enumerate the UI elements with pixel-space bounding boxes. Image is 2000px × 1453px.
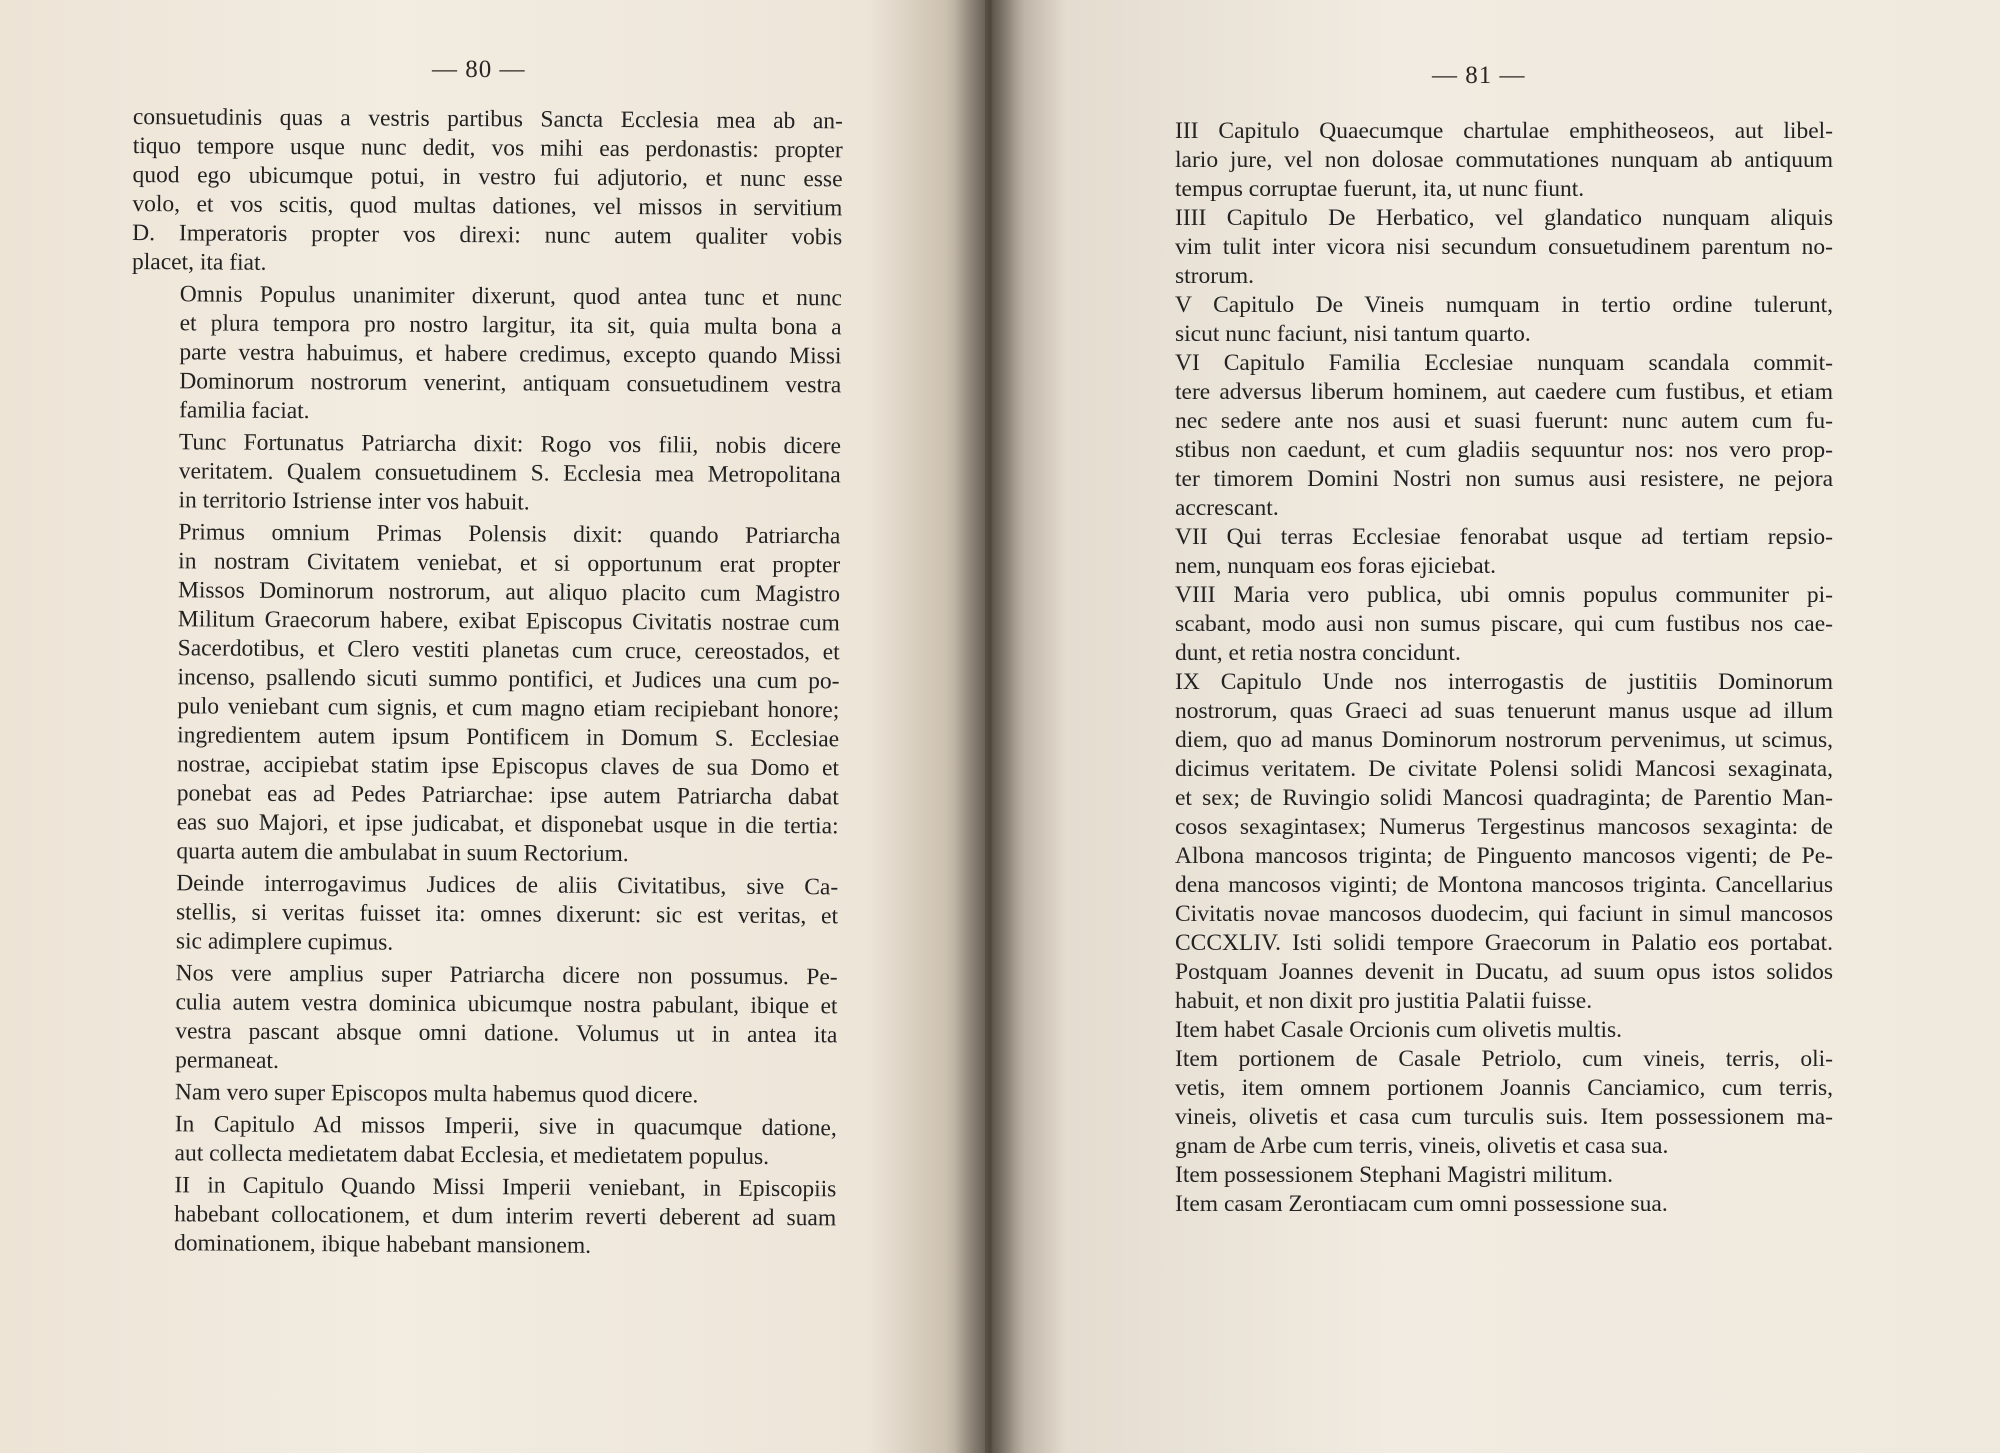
text-line: V Capitulo De Vineis numquam in tertio ordine tulerunt, bbox=[1175, 292, 1833, 318]
text-line: Item casam Zerontiacam cum omni possessione sua. bbox=[1175, 1191, 1668, 1217]
paragraph bbox=[1127, 291, 1833, 349]
text-line: Nos vere amplius super Patriarcha dicere non possumus. Pe- bbox=[175, 960, 838, 991]
text-line: ingredientem autem ipsum Pontificem in Domum S. Ecclesiae bbox=[177, 722, 840, 753]
text-line: nem, nunquam eos foras ejiciebat. bbox=[1175, 553, 1497, 579]
text-line: in nostram Civitatem veniebat, et si opportunum erat propter bbox=[178, 548, 841, 579]
text-line: vetis, item omnem portionem Joannis Canciamico, cum terris, bbox=[1175, 1075, 1833, 1101]
right-page-text bbox=[1127, 117, 1833, 1219]
left-page-text bbox=[126, 103, 843, 1265]
left-page bbox=[0, 0, 985, 1453]
right-page bbox=[985, 0, 2000, 1453]
right-page-number: — 81 — bbox=[1432, 62, 1526, 89]
text-line: stellis, si veritas fuisset ita: omnes dixerunt: sic est veritas, et bbox=[175, 899, 839, 930]
text-line: quarta autem die ambulabat in suum Rectorium. bbox=[176, 838, 629, 868]
text-line: Sacerdotibus, et Clero vestiti planetas cum cruce, cereostados, et bbox=[177, 635, 840, 666]
text-line: Nam vero super Episcopos multa habemus quod dicere. bbox=[174, 1079, 699, 1109]
text-line: sic adimplere cupimus. bbox=[175, 928, 394, 956]
text-line: dena mancosos viginti; de Montona mancosos triginta. Cancellarius bbox=[1175, 872, 1833, 898]
text-line: IIII Capitulo De Herbatico, vel glandatico nunquam aliquis bbox=[1175, 205, 1833, 231]
text-line: pulo veniebant cum signis, et cum magno etiam recipiebant honore; bbox=[177, 693, 840, 724]
text-line: Missos Dominorum nostrorum, aut aliquo placito cum Magistro bbox=[177, 577, 841, 608]
paragraph bbox=[126, 1110, 836, 1172]
text-line: nostrae, accipiebat statim ipse Episcopus claves de sua Domo et bbox=[176, 751, 840, 782]
text-line: Item portionem de Casale Petriolo, cum vineis, terris, oli- bbox=[1175, 1046, 1833, 1072]
text-line: Primus omnium Primas Polensis dixit: quando Patriarcha bbox=[178, 519, 841, 550]
text-line: eas suo Majori, et ipse judicabat, et disponebat usque in die tertia: bbox=[176, 809, 839, 840]
text-line: Deinde interrogavimus Judices de aliis Civitatibus, sive Ca- bbox=[176, 870, 839, 901]
text-line: CCCXLIV. Isti solidi tempore Graecorum in Palatio eos portabat. bbox=[1175, 930, 1833, 956]
text-line: et sex; de Ruvingio solidi Mancosi quadraginta; de Parentio Man- bbox=[1175, 785, 1833, 811]
text-line: familia faciat. bbox=[179, 397, 310, 425]
paragraph bbox=[127, 1078, 837, 1111]
paragraph bbox=[1127, 204, 1833, 291]
text-line: Albona mancosos triginta; de Pinguento mancosos vigenti; de Pe- bbox=[1175, 843, 1833, 869]
text-line: et plura tempora pro nostro largitur, ita sit, quia multa bona a bbox=[179, 310, 842, 341]
text-line: dicimus veritatem. De civitate Polensi solidi Mancosi sexaginata, bbox=[1175, 756, 1833, 782]
text-line: quod ego ubicumque potui, in vestro fui adjutorio, et nunc esse bbox=[132, 161, 843, 193]
paragraph bbox=[1127, 1016, 1833, 1045]
paragraph bbox=[1127, 1045, 1833, 1161]
text-line: consuetudinis quas a vestris partibus Sancta Ecclesia mea ab an- bbox=[132, 103, 843, 135]
text-line: volo, et vos scitis, quod multas dationes, vel missos in servitium bbox=[132, 190, 843, 222]
text-line: accrescant. bbox=[1175, 495, 1279, 521]
paragraph bbox=[1127, 668, 1833, 1016]
text-line: tempus corruptae fuerunt, ita, ut nunc fiunt. bbox=[1175, 176, 1585, 202]
paragraph bbox=[132, 103, 843, 281]
text-line: veritatem. Qualem consuetudinem S. Ecclesia mea Metropolitana bbox=[178, 458, 841, 489]
paragraph bbox=[1127, 581, 1833, 668]
text-line: stibus non caedunt, et cum gladiis sequuntur nos: nos vero prop- bbox=[1175, 437, 1833, 463]
text-line: Item possessionem Stephani Magistri militum. bbox=[1175, 1162, 1613, 1188]
text-line: dunt, et retia nostra concidunt. bbox=[1175, 640, 1461, 666]
text-line: ter timorem Domini Nostri non sumus ausi resistere, ne pejora bbox=[1175, 466, 1833, 492]
paragraph bbox=[1127, 1161, 1833, 1190]
text-line: Militum Graecorum habere, exibat Episcopus Civitatis nostrae cum bbox=[177, 606, 840, 637]
text-line: scabant, modo ausi non sumus piscare, qui cum fustibus nos cae- bbox=[1175, 611, 1833, 637]
paragraph bbox=[128, 518, 840, 870]
text-line: in territorio Istriense inter vos habuit. bbox=[178, 487, 530, 516]
text-line: In Capitulo Ad missos Imperii, sive in quacumque datione, bbox=[174, 1111, 837, 1142]
text-line: nostrorum, quas Graeci ad suas tenuerunt manus usque ad illum bbox=[1175, 698, 1833, 724]
text-line: habuit, et non dixit pro justitia Palatii fuisse. bbox=[1175, 988, 1593, 1014]
paragraph bbox=[126, 1171, 837, 1262]
left-page-number: — 80 — bbox=[432, 56, 526, 83]
text-line: aut collecta medietatem dabat Ecclesia, et medietatem populus. bbox=[174, 1140, 770, 1170]
text-line: Omnis Populus unanimiter dixerunt, quod antea tunc et nunc bbox=[179, 281, 842, 312]
text-line: tere adversus liberum hominem, aut caedere cum fustibus, et etiam bbox=[1175, 379, 1833, 405]
text-line: strorum. bbox=[1175, 263, 1254, 289]
text-line: D. Imperatoris propter vos direxi: nunc autem qualiter vobis bbox=[132, 219, 843, 251]
text-line: Item habet Casale Orcionis cum olivetis multis. bbox=[1175, 1017, 1623, 1043]
text-line: vestra pascant absque omni datione. Volumus ut in antea ita bbox=[175, 1018, 838, 1049]
text-line: nec sedere ante nos ausi et suasi fuerunt: nunc autem cum fu- bbox=[1175, 408, 1833, 434]
text-line: VIII Maria vero publica, ubi omnis populus communiter pi- bbox=[1175, 582, 1833, 608]
text-line: vineis, olivetis et casa cum turculis suis. Item possessionem ma- bbox=[1175, 1104, 1833, 1130]
text-line: ponebat eas ad Pedes Patriarchae: ipse autem Patriarcha dabat bbox=[176, 780, 839, 811]
paragraph bbox=[1127, 349, 1833, 523]
text-line: II in Capitulo Quando Missi Imperii veniebant, in Episcopiis bbox=[174, 1172, 837, 1203]
text-line: VII Qui terras Ecclesiae fenorabat usque ad tertiam repsio- bbox=[1175, 524, 1833, 550]
text-line: Dominorum nostrorum venerint, antiquam consuetudinem vestra bbox=[179, 368, 842, 399]
paragraph bbox=[127, 959, 838, 1079]
text-line: dominationem, ibique habebant mansionem. bbox=[173, 1230, 592, 1259]
paragraph bbox=[130, 428, 841, 519]
paragraph bbox=[1127, 117, 1833, 204]
text-line: cosos sexagintasex; Numerus Tergestinus mancosos sexaginta: de bbox=[1175, 814, 1833, 840]
text-line: gnam de Arbe cum terris, vineis, olivetis et casa sua. bbox=[1175, 1133, 1669, 1159]
text-line: lario jure, vel non dolosae commutationes nunquam ab antiquum bbox=[1175, 147, 1833, 173]
text-line: placet, ita fiat. bbox=[131, 248, 267, 276]
text-line: permaneat. bbox=[175, 1047, 279, 1074]
text-line: sicut nunc faciunt, nisi tantum quarto. bbox=[1175, 321, 1531, 347]
text-line: incenso, psallendo sicuti summo pontifici, et Judices una cum po- bbox=[177, 664, 840, 695]
paragraph bbox=[1127, 1190, 1833, 1219]
text-line: vim tulit inter vicora nisi secundum consuetudinem parentum no- bbox=[1175, 234, 1833, 260]
text-line: tiquo tempore usque nunc dedit, vos mihi eas perdonastis: propter bbox=[132, 132, 843, 164]
text-line: III Capitulo Quaecumque chartulae emphitheoseos, aut libel- bbox=[1175, 118, 1833, 144]
paragraph bbox=[131, 280, 842, 429]
text-line: VI Capitulo Familia Ecclesiae nunquam scandala commit- bbox=[1175, 350, 1833, 376]
text-line: diem, quo ad manus Dominorum nostrorum pervenimus, ut scimus, bbox=[1175, 727, 1833, 753]
text-line: Postquam Joannes devenit in Ducatu, ad suum opus istos solidos bbox=[1175, 959, 1833, 985]
text-line: culia autem vestra dominica ubicumque nostra pabulant, ibique et bbox=[175, 989, 838, 1020]
text-line: IX Capitulo Unde nos interrogastis de justitiis Dominorum bbox=[1175, 669, 1833, 695]
text-line: Civitatis novae mancosos duodecim, qui faciunt in simul mancosos bbox=[1175, 901, 1833, 927]
text-line: Tunc Fortunatus Patriarcha dixit: Rogo vos filii, nobis dicere bbox=[178, 429, 841, 460]
paragraph bbox=[1127, 523, 1833, 581]
text-line: parte vestra habuimus, et habere credimus, excepto quando Missi bbox=[179, 339, 842, 370]
paragraph bbox=[128, 869, 839, 960]
text-line: habebant collocationem, et dum interim reverti deberent ad suam bbox=[174, 1201, 837, 1232]
